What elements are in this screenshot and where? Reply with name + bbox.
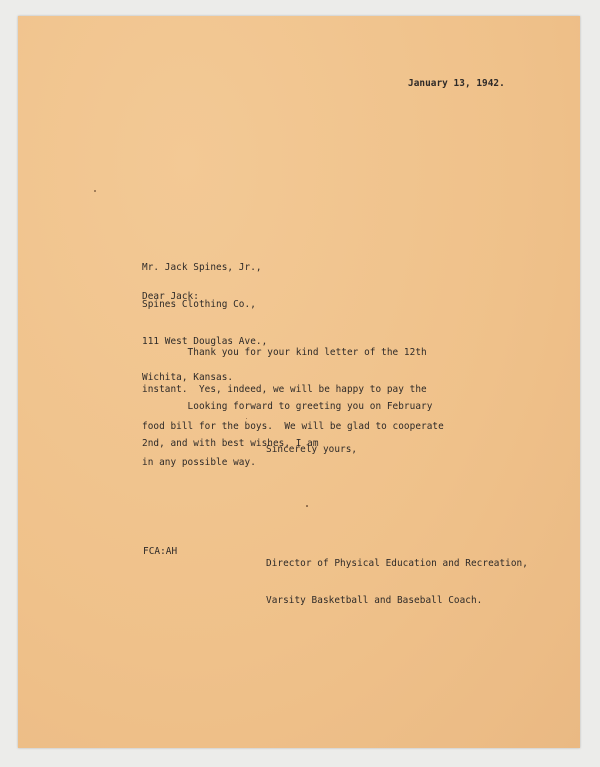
address-line: Spines Clothing Co., xyxy=(142,299,256,311)
salutation: Dear Jack: xyxy=(142,291,199,302)
paper-speck xyxy=(246,418,247,419)
body-paragraph-2 xyxy=(142,377,432,475)
body-line: instant. Yes, indeed, we will be happy to pay the xyxy=(142,384,427,396)
address-line: 111 West Douglas Ave., xyxy=(142,335,268,347)
body-line: in any possible way. xyxy=(142,457,256,469)
address-line: Mr. Jack Spines, Jr., xyxy=(142,262,262,274)
paper-speck xyxy=(306,505,308,507)
letter-page xyxy=(18,16,580,748)
body-line: Thank you for your kind letter of the 12th xyxy=(142,347,427,359)
body-line: Looking forward to greeting you on February xyxy=(142,401,433,413)
address-line: Wichita, Kansas. xyxy=(142,372,234,384)
title-line: Varsity Basketball and Baseball Coach. xyxy=(266,595,483,607)
closing: Sincerely yours, xyxy=(266,444,358,455)
title-line: Director of Physical Education and Recreation, xyxy=(266,558,528,570)
letter-date: January 13, 1942. xyxy=(408,78,505,89)
paper-speck xyxy=(94,190,96,192)
body-line: 2nd, and with best wishes, I am xyxy=(142,438,319,450)
reference-initials: FCA:AH xyxy=(143,546,178,557)
signature-title xyxy=(266,534,528,632)
body-line: food bill for the boys. We will be glad to cooperate xyxy=(142,420,444,432)
